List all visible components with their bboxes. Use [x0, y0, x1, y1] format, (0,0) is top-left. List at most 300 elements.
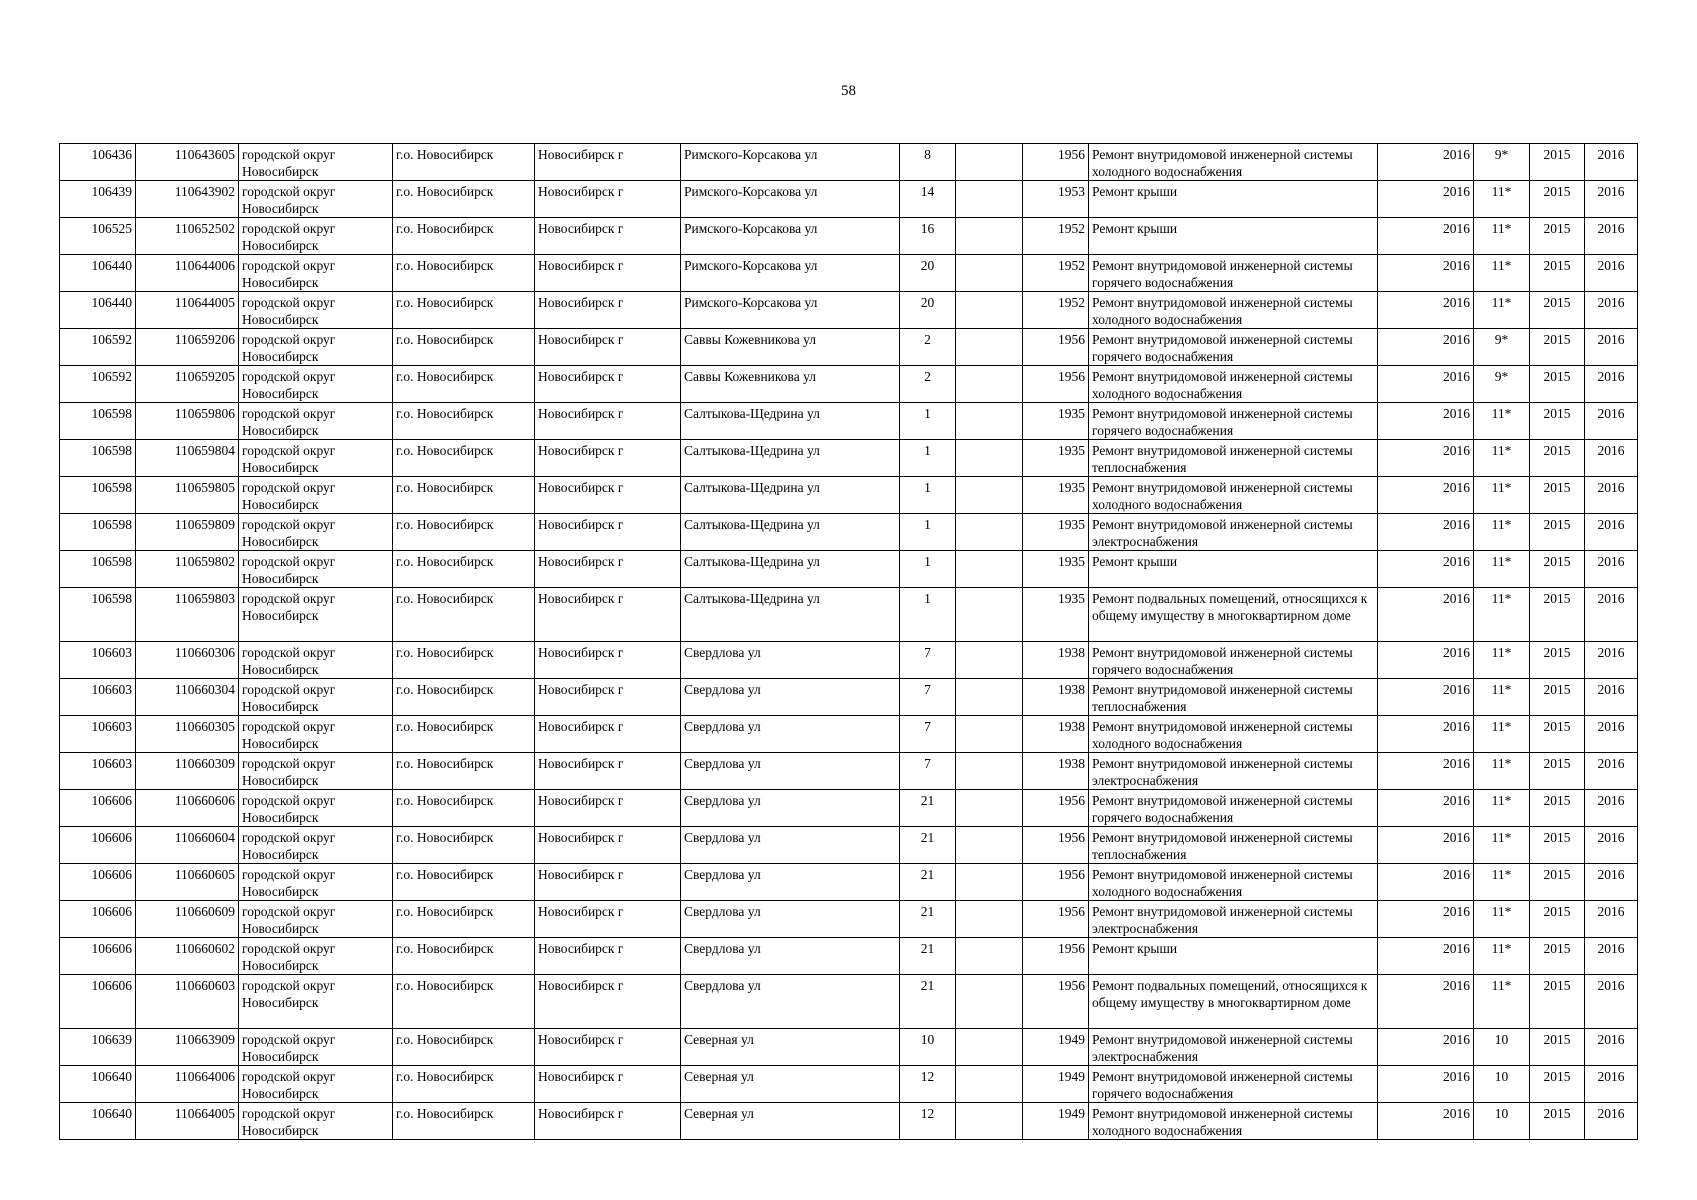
cell-district: городской округ Новосибирск — [239, 938, 393, 975]
cell-year-end: 2016 — [1585, 753, 1638, 790]
cell-house: 21 — [900, 975, 956, 1029]
cell-plan-year: 2016 — [1378, 403, 1474, 440]
cell-municipality: г.о. Новосибирск — [393, 975, 535, 1029]
cell-municipality: г.о. Новосибирск — [393, 790, 535, 827]
table-row — [60, 144, 1638, 181]
cell-city: Новосибирск г — [535, 440, 681, 477]
cell-house: 7 — [900, 753, 956, 790]
cell-building — [956, 901, 1023, 938]
cell-year-end: 2016 — [1585, 292, 1638, 329]
cell-building — [956, 292, 1023, 329]
cell-district: городской округ Новосибирск — [239, 366, 393, 403]
cell-code: 110659206 — [136, 329, 239, 366]
cell-year-end: 2016 — [1585, 588, 1638, 642]
cell-year-end: 2016 — [1585, 1066, 1638, 1103]
table-row — [60, 827, 1638, 864]
cell-district: городской округ Новосибирск — [239, 901, 393, 938]
cell-plan-year: 2016 — [1378, 1103, 1474, 1140]
cell-street: Свердлова ул — [681, 901, 900, 938]
cell-building — [956, 477, 1023, 514]
cell-building — [956, 716, 1023, 753]
cell-work-type: Ремонт внутридомовой инженерной системы электроснабжения — [1089, 901, 1378, 938]
cell-municipality: г.о. Новосибирск — [393, 366, 535, 403]
cell-year-end: 2016 — [1585, 551, 1638, 588]
table-row — [60, 716, 1638, 753]
cell-house: 7 — [900, 716, 956, 753]
cell-municipality: г.о. Новосибирск — [393, 218, 535, 255]
table-row — [60, 477, 1638, 514]
cell-year-built: 1935 — [1023, 440, 1089, 477]
cell-plan-year: 2016 — [1378, 514, 1474, 551]
cell-year-start: 2015 — [1530, 551, 1585, 588]
cell-code: 110660309 — [136, 753, 239, 790]
cell-plan-year: 2016 — [1378, 864, 1474, 901]
cell-municipality: г.о. Новосибирск — [393, 753, 535, 790]
cell-district: городской округ Новосибирск — [239, 790, 393, 827]
cell-year-start: 2015 — [1530, 901, 1585, 938]
cell-count: 11* — [1474, 938, 1530, 975]
capital-repair-table — [59, 143, 1638, 1140]
table-row — [60, 642, 1638, 679]
cell-year-start: 2015 — [1530, 975, 1585, 1029]
cell-year-built: 1949 — [1023, 1066, 1089, 1103]
cell-street: Саввы Кожевникова ул — [681, 366, 900, 403]
cell-id: 106603 — [60, 753, 136, 790]
cell-year-start: 2015 — [1530, 329, 1585, 366]
cell-building — [956, 1066, 1023, 1103]
cell-count: 9* — [1474, 144, 1530, 181]
cell-year-end: 2016 — [1585, 938, 1638, 975]
cell-street: Римского-Корсакова ул — [681, 255, 900, 292]
cell-count: 11* — [1474, 403, 1530, 440]
cell-code: 110643605 — [136, 144, 239, 181]
cell-city: Новосибирск г — [535, 938, 681, 975]
cell-building — [956, 514, 1023, 551]
cell-code: 110660605 — [136, 864, 239, 901]
cell-street: Свердлова ул — [681, 790, 900, 827]
table-row — [60, 1066, 1638, 1103]
cell-house: 16 — [900, 218, 956, 255]
cell-year-start: 2015 — [1530, 588, 1585, 642]
cell-district: городской округ Новосибирск — [239, 440, 393, 477]
cell-street: Римского-Корсакова ул — [681, 292, 900, 329]
cell-work-type: Ремонт внутридомовой инженерной системы теплоснабжения — [1089, 827, 1378, 864]
cell-house: 7 — [900, 679, 956, 716]
cell-code: 110660609 — [136, 901, 239, 938]
cell-plan-year: 2016 — [1378, 440, 1474, 477]
cell-year-start: 2015 — [1530, 403, 1585, 440]
cell-code: 110643902 — [136, 181, 239, 218]
cell-id: 106598 — [60, 403, 136, 440]
cell-year-end: 2016 — [1585, 477, 1638, 514]
cell-plan-year: 2016 — [1378, 329, 1474, 366]
cell-code: 110659804 — [136, 440, 239, 477]
table-row — [60, 329, 1638, 366]
cell-street: Салтыкова-Щедрина ул — [681, 551, 900, 588]
cell-building — [956, 181, 1023, 218]
cell-house: 21 — [900, 901, 956, 938]
cell-year-end: 2016 — [1585, 366, 1638, 403]
cell-year-built: 1938 — [1023, 642, 1089, 679]
table-row — [60, 181, 1638, 218]
cell-work-type: Ремонт внутридомовой инженерной системы холодного водоснабжения — [1089, 864, 1378, 901]
cell-count: 11* — [1474, 255, 1530, 292]
cell-building — [956, 255, 1023, 292]
cell-year-start: 2015 — [1530, 292, 1585, 329]
cell-year-end: 2016 — [1585, 642, 1638, 679]
cell-year-start: 2015 — [1530, 1029, 1585, 1066]
cell-city: Новосибирск г — [535, 716, 681, 753]
cell-municipality: г.о. Новосибирск — [393, 440, 535, 477]
cell-house: 21 — [900, 938, 956, 975]
cell-year-start: 2015 — [1530, 679, 1585, 716]
cell-year-end: 2016 — [1585, 975, 1638, 1029]
cell-work-type: Ремонт внутридомовой инженерной системы электроснабжения — [1089, 1029, 1378, 1066]
cell-city: Новосибирск г — [535, 790, 681, 827]
cell-work-type: Ремонт внутридомовой инженерной системы теплоснабжения — [1089, 679, 1378, 716]
cell-building — [956, 1029, 1023, 1066]
cell-district: городской округ Новосибирск — [239, 181, 393, 218]
cell-plan-year: 2016 — [1378, 588, 1474, 642]
cell-code: 110644005 — [136, 292, 239, 329]
cell-code: 110664005 — [136, 1103, 239, 1140]
cell-district: городской округ Новосибирск — [239, 292, 393, 329]
cell-count: 11* — [1474, 864, 1530, 901]
cell-plan-year: 2016 — [1378, 679, 1474, 716]
cell-house: 2 — [900, 329, 956, 366]
cell-year-built: 1949 — [1023, 1103, 1089, 1140]
cell-work-type: Ремонт крыши — [1089, 938, 1378, 975]
cell-id: 106606 — [60, 938, 136, 975]
cell-year-start: 2015 — [1530, 218, 1585, 255]
cell-house: 2 — [900, 366, 956, 403]
cell-house: 8 — [900, 144, 956, 181]
cell-code: 110659803 — [136, 588, 239, 642]
cell-district: городской округ Новосибирск — [239, 716, 393, 753]
cell-code: 110659205 — [136, 366, 239, 403]
cell-year-end: 2016 — [1585, 679, 1638, 716]
cell-city: Новосибирск г — [535, 551, 681, 588]
cell-building — [956, 588, 1023, 642]
cell-plan-year: 2016 — [1378, 642, 1474, 679]
cell-city: Новосибирск г — [535, 255, 681, 292]
cell-code: 110660306 — [136, 642, 239, 679]
cell-count: 11* — [1474, 975, 1530, 1029]
page-number: 58 — [841, 83, 856, 99]
cell-city: Новосибирск г — [535, 1029, 681, 1066]
cell-district: городской округ Новосибирск — [239, 827, 393, 864]
cell-building — [956, 1103, 1023, 1140]
cell-street: Римского-Корсакова ул — [681, 144, 900, 181]
cell-code: 110659805 — [136, 477, 239, 514]
cell-year-start: 2015 — [1530, 477, 1585, 514]
cell-plan-year: 2016 — [1378, 477, 1474, 514]
cell-year-built: 1935 — [1023, 551, 1089, 588]
cell-id: 106606 — [60, 901, 136, 938]
cell-building — [956, 642, 1023, 679]
cell-street: Свердлова ул — [681, 642, 900, 679]
cell-house: 12 — [900, 1066, 956, 1103]
cell-house: 21 — [900, 827, 956, 864]
cell-code: 110652502 — [136, 218, 239, 255]
cell-city: Новосибирск г — [535, 1066, 681, 1103]
cell-year-end: 2016 — [1585, 144, 1638, 181]
cell-year-end: 2016 — [1585, 827, 1638, 864]
cell-year-end: 2016 — [1585, 181, 1638, 218]
cell-year-built: 1956 — [1023, 827, 1089, 864]
cell-year-start: 2015 — [1530, 1103, 1585, 1140]
cell-work-type: Ремонт крыши — [1089, 551, 1378, 588]
cell-work-type: Ремонт внутридомовой инженерной системы горячего водоснабжения — [1089, 403, 1378, 440]
cell-work-type: Ремонт внутридомовой инженерной системы горячего водоснабжения — [1089, 255, 1378, 292]
table-row — [60, 790, 1638, 827]
cell-year-built: 1938 — [1023, 753, 1089, 790]
cell-municipality: г.о. Новосибирск — [393, 403, 535, 440]
cell-district: городской округ Новосибирск — [239, 1029, 393, 1066]
cell-work-type: Ремонт подвальных помещений, относящихся к общему имуществу в многоквартирном доме — [1089, 588, 1378, 642]
cell-building — [956, 864, 1023, 901]
cell-street: Северная ул — [681, 1029, 900, 1066]
cell-id: 106439 — [60, 181, 136, 218]
cell-plan-year: 2016 — [1378, 1029, 1474, 1066]
cell-id: 106606 — [60, 864, 136, 901]
cell-street: Свердлова ул — [681, 679, 900, 716]
cell-work-type: Ремонт внутридомовой инженерной системы холодного водоснабжения — [1089, 477, 1378, 514]
cell-city: Новосибирск г — [535, 292, 681, 329]
cell-building — [956, 790, 1023, 827]
cell-building — [956, 679, 1023, 716]
cell-city: Новосибирск г — [535, 588, 681, 642]
table-row — [60, 440, 1638, 477]
cell-code: 110659802 — [136, 551, 239, 588]
cell-year-built: 1956 — [1023, 938, 1089, 975]
cell-code: 110660603 — [136, 975, 239, 1029]
cell-work-type: Ремонт внутридомовой инженерной системы теплоснабжения — [1089, 440, 1378, 477]
cell-city: Новосибирск г — [535, 366, 681, 403]
cell-street: Римского-Корсакова ул — [681, 218, 900, 255]
cell-municipality: г.о. Новосибирск — [393, 827, 535, 864]
cell-city: Новосибирск г — [535, 218, 681, 255]
cell-district: городской округ Новосибирск — [239, 588, 393, 642]
cell-municipality: г.о. Новосибирск — [393, 477, 535, 514]
cell-plan-year: 2016 — [1378, 790, 1474, 827]
cell-work-type: Ремонт внутридомовой инженерной системы электроснабжения — [1089, 514, 1378, 551]
cell-work-type: Ремонт внутридомовой инженерной системы холодного водоснабжения — [1089, 292, 1378, 329]
cell-year-built: 1956 — [1023, 329, 1089, 366]
cell-count: 11* — [1474, 901, 1530, 938]
table-row — [60, 366, 1638, 403]
cell-year-built: 1956 — [1023, 790, 1089, 827]
cell-year-end: 2016 — [1585, 329, 1638, 366]
cell-year-start: 2015 — [1530, 255, 1585, 292]
cell-plan-year: 2016 — [1378, 753, 1474, 790]
cell-building — [956, 551, 1023, 588]
cell-count: 9* — [1474, 366, 1530, 403]
cell-plan-year: 2016 — [1378, 366, 1474, 403]
cell-count: 11* — [1474, 827, 1530, 864]
cell-year-start: 2015 — [1530, 366, 1585, 403]
cell-district: городской округ Новосибирск — [239, 642, 393, 679]
cell-building — [956, 366, 1023, 403]
cell-code: 110660604 — [136, 827, 239, 864]
cell-count: 11* — [1474, 218, 1530, 255]
cell-count: 11* — [1474, 679, 1530, 716]
cell-house: 21 — [900, 864, 956, 901]
cell-count: 11* — [1474, 716, 1530, 753]
cell-city: Новосибирск г — [535, 679, 681, 716]
cell-code: 110660304 — [136, 679, 239, 716]
cell-year-start: 2015 — [1530, 642, 1585, 679]
table-row — [60, 864, 1638, 901]
cell-year-built: 1956 — [1023, 901, 1089, 938]
cell-street: Свердлова ул — [681, 753, 900, 790]
cell-year-built: 1935 — [1023, 514, 1089, 551]
cell-street: Салтыкова-Щедрина ул — [681, 477, 900, 514]
cell-count: 11* — [1474, 551, 1530, 588]
table-row — [60, 1103, 1638, 1140]
cell-year-built: 1935 — [1023, 403, 1089, 440]
cell-house: 14 — [900, 181, 956, 218]
cell-id: 106606 — [60, 790, 136, 827]
cell-work-type: Ремонт крыши — [1089, 181, 1378, 218]
cell-year-end: 2016 — [1585, 255, 1638, 292]
cell-municipality: г.о. Новосибирск — [393, 642, 535, 679]
cell-count: 11* — [1474, 588, 1530, 642]
cell-municipality: г.о. Новосибирск — [393, 938, 535, 975]
cell-year-built: 1956 — [1023, 144, 1089, 181]
cell-id: 106598 — [60, 514, 136, 551]
cell-year-end: 2016 — [1585, 1103, 1638, 1140]
cell-building — [956, 218, 1023, 255]
cell-year-built: 1949 — [1023, 1029, 1089, 1066]
cell-id: 106640 — [60, 1103, 136, 1140]
cell-house: 20 — [900, 255, 956, 292]
cell-year-end: 2016 — [1585, 901, 1638, 938]
cell-house: 21 — [900, 790, 956, 827]
cell-municipality: г.о. Новосибирск — [393, 679, 535, 716]
cell-house: 1 — [900, 588, 956, 642]
table-body — [60, 144, 1638, 1140]
cell-house: 7 — [900, 642, 956, 679]
cell-count: 11* — [1474, 181, 1530, 218]
cell-building — [956, 753, 1023, 790]
cell-city: Новосибирск г — [535, 514, 681, 551]
cell-id: 106436 — [60, 144, 136, 181]
cell-year-end: 2016 — [1585, 440, 1638, 477]
cell-city: Новосибирск г — [535, 477, 681, 514]
cell-year-end: 2016 — [1585, 790, 1638, 827]
cell-work-type: Ремонт внутридомовой инженерной системы горячего водоснабжения — [1089, 642, 1378, 679]
cell-city: Новосибирск г — [535, 642, 681, 679]
cell-year-built: 1956 — [1023, 864, 1089, 901]
cell-work-type: Ремонт крыши — [1089, 218, 1378, 255]
cell-work-type: Ремонт внутридомовой инженерной системы электроснабжения — [1089, 753, 1378, 790]
cell-code: 110659806 — [136, 403, 239, 440]
cell-building — [956, 144, 1023, 181]
cell-city: Новосибирск г — [535, 753, 681, 790]
cell-municipality: г.о. Новосибирск — [393, 1029, 535, 1066]
cell-id: 106603 — [60, 679, 136, 716]
cell-id: 106592 — [60, 366, 136, 403]
cell-id: 106440 — [60, 292, 136, 329]
cell-house: 1 — [900, 440, 956, 477]
cell-id: 106592 — [60, 329, 136, 366]
cell-year-start: 2015 — [1530, 790, 1585, 827]
cell-city: Новосибирск г — [535, 1103, 681, 1140]
cell-work-type: Ремонт внутридомовой инженерной системы холодного водоснабжения — [1089, 366, 1378, 403]
cell-count: 11* — [1474, 292, 1530, 329]
cell-year-start: 2015 — [1530, 181, 1585, 218]
cell-city: Новосибирск г — [535, 864, 681, 901]
cell-year-end: 2016 — [1585, 864, 1638, 901]
cell-plan-year: 2016 — [1378, 218, 1474, 255]
cell-municipality: г.о. Новосибирск — [393, 181, 535, 218]
cell-count: 11* — [1474, 790, 1530, 827]
cell-city: Новосибирск г — [535, 975, 681, 1029]
cell-district: городской округ Новосибирск — [239, 864, 393, 901]
cell-id: 106603 — [60, 642, 136, 679]
cell-work-type: Ремонт внутридомовой инженерной системы горячего водоснабжения — [1089, 329, 1378, 366]
cell-municipality: г.о. Новосибирск — [393, 864, 535, 901]
cell-house: 1 — [900, 514, 956, 551]
cell-id: 106606 — [60, 975, 136, 1029]
cell-year-built: 1952 — [1023, 218, 1089, 255]
cell-id: 106606 — [60, 827, 136, 864]
cell-code: 110644006 — [136, 255, 239, 292]
cell-house: 1 — [900, 477, 956, 514]
cell-municipality: г.о. Новосибирск — [393, 901, 535, 938]
cell-street: Салтыкова-Щедрина ул — [681, 440, 900, 477]
cell-street: Салтыкова-Щедрина ул — [681, 588, 900, 642]
cell-id: 106598 — [60, 440, 136, 477]
cell-plan-year: 2016 — [1378, 144, 1474, 181]
cell-year-start: 2015 — [1530, 864, 1585, 901]
cell-city: Новосибирск г — [535, 403, 681, 440]
cell-id: 106598 — [60, 551, 136, 588]
cell-city: Новосибирск г — [535, 181, 681, 218]
cell-year-end: 2016 — [1585, 218, 1638, 255]
table-row — [60, 975, 1638, 1029]
table-row — [60, 255, 1638, 292]
cell-municipality: г.о. Новосибирск — [393, 292, 535, 329]
cell-year-start: 2015 — [1530, 514, 1585, 551]
cell-house: 12 — [900, 1103, 956, 1140]
cell-work-type: Ремонт внутридомовой инженерной системы горячего водоснабжения — [1089, 1066, 1378, 1103]
cell-id: 106603 — [60, 716, 136, 753]
cell-house: 1 — [900, 551, 956, 588]
cell-year-start: 2015 — [1530, 1066, 1585, 1103]
cell-code: 110660305 — [136, 716, 239, 753]
cell-work-type: Ремонт внутридомовой инженерной системы холодного водоснабжения — [1089, 144, 1378, 181]
cell-district: городской округ Новосибирск — [239, 477, 393, 514]
cell-year-start: 2015 — [1530, 753, 1585, 790]
cell-code: 110664006 — [136, 1066, 239, 1103]
cell-year-built: 1938 — [1023, 716, 1089, 753]
cell-year-built: 1953 — [1023, 181, 1089, 218]
cell-city: Новосибирск г — [535, 827, 681, 864]
cell-street: Северная ул — [681, 1066, 900, 1103]
cell-house: 20 — [900, 292, 956, 329]
cell-district: городской округ Новосибирск — [239, 1103, 393, 1140]
cell-municipality: г.о. Новосибирск — [393, 255, 535, 292]
cell-district: городской округ Новосибирск — [239, 255, 393, 292]
cell-plan-year: 2016 — [1378, 827, 1474, 864]
cell-house: 10 — [900, 1029, 956, 1066]
cell-id: 106440 — [60, 255, 136, 292]
cell-count: 11* — [1474, 753, 1530, 790]
cell-work-type: Ремонт внутридомовой инженерной системы холодного водоснабжения — [1089, 1103, 1378, 1140]
cell-district: городской округ Новосибирск — [239, 329, 393, 366]
